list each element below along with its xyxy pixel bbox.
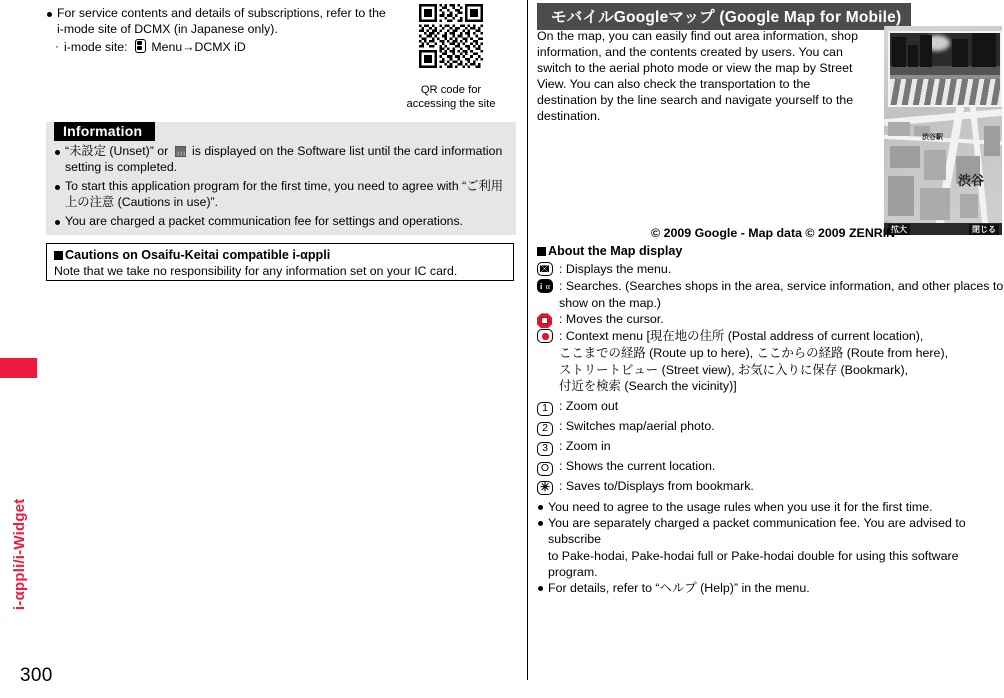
softkey-zoom-in[interactable]: 拡大 — [888, 224, 910, 235]
cautions-title: Cautions on Osaifu-Keitai compatible i-αppli — [54, 248, 506, 263]
key-star-icon: ✳ — [537, 479, 553, 495]
key-operation-row — [537, 438, 1004, 455]
key-3-icon: 3 — [537, 439, 553, 456]
note-text: You are separately charged a packet communication fee. You are advised to subscribe — [548, 516, 966, 547]
information-item-pre: “未設定 (Unset)” or — [65, 144, 169, 158]
phone-map-station-label: 渋谷駅 — [922, 134, 943, 141]
imode-arrow-icon: → — [182, 40, 195, 54]
information-item-post: is displayed on the Software list until the card information setting is completed. — [65, 144, 503, 174]
section-tab-label: i-αppli/i-Widget — [11, 498, 28, 610]
google-map-notes — [537, 499, 1004, 596]
key-operation-row — [537, 458, 1004, 475]
dcmx-intro-text: For service contents and details of subscriptions, refer to the i-mode site of DCMX (in Japanese only). — [57, 6, 386, 36]
section-tab-marker — [0, 358, 37, 378]
key-0-icon: O — [537, 459, 553, 476]
key-operation-desc: : Moves the cursor. — [559, 312, 664, 327]
cautions-text: Note that we take no responsibility for any information set on your IC card. — [54, 264, 458, 278]
street-view-inset — [888, 31, 1002, 107]
note-item — [537, 499, 1004, 515]
page-number: 300 — [20, 665, 53, 686]
key-operation-desc: : Shows the current location. — [559, 458, 716, 473]
key-operation-row — [537, 418, 1004, 435]
key-operation-continuation: ここまでの経路 (Route up to here), ここからの経路 (Route from here), — [559, 346, 949, 361]
key-operation-desc: : Zoom in — [559, 438, 611, 453]
information-item-pre: You are charged a packet communication fee for settings and operations. — [65, 214, 464, 229]
imode-menu-label: Menu — [151, 40, 183, 54]
information-item — [54, 179, 508, 210]
key-operation-desc: : Displays the menu. — [559, 262, 672, 276]
column-divider — [527, 0, 528, 680]
key-operation-desc: : Saves to/Displays from bookmark. — [559, 478, 754, 493]
note-item — [537, 580, 1004, 596]
qr-caption-line1: QR code for — [420, 84, 482, 96]
information-box — [46, 122, 516, 235]
key-operation-row — [537, 328, 1004, 345]
note-item — [537, 515, 1004, 547]
phone-softkey-bar — [884, 223, 1002, 235]
qr-code-caption — [386, 84, 516, 111]
key-1-icon: 1 — [537, 399, 553, 416]
key-operations-list — [537, 261, 1004, 495]
google-map-phone-screenshot — [884, 26, 1002, 235]
map-copyright-credit: © 2009 Google - Map data © 2009 ZENRIN — [651, 226, 896, 240]
key-operation-desc: : Context menu [現在地の住所 (Postal address of current location), — [559, 329, 924, 344]
key-operation-row — [537, 261, 1004, 278]
phone-map-background — [884, 26, 1002, 223]
qr-code-block — [406, 4, 496, 111]
street-view-crosswalk — [890, 79, 1000, 105]
note-text: For details, refer to “ヘルプ (Help)” in the menu. — [548, 581, 810, 596]
imode-menu-glyph-icon — [135, 39, 146, 53]
information-item-pre: To start this application program for the first time, you need to agree with “ご利用上の注意 (Cautions in use)”. — [65, 179, 504, 209]
dcmx-intro-bullet — [46, 6, 387, 37]
key-operation-row — [537, 478, 1004, 495]
phone-map-area-label: 渋谷 — [958, 173, 985, 188]
key-operation-row — [537, 278, 1004, 295]
key-2-icon: 2 — [537, 419, 553, 436]
note-continuation: to Pake-hodai, Pake-hodai full or Pake-hodai double for using this software program. — [548, 548, 959, 579]
imode-site-prefix: i-mode site: — [64, 40, 128, 54]
card-icon — [175, 146, 186, 157]
key-operation-continuation: ストリートビュー (Street view), お気に入りに保存 (Bookmark), — [559, 362, 909, 377]
key-operation-row — [537, 311, 1004, 328]
google-map-section-title: モバイルGoogleマップ (Google Map for Mobile) — [537, 3, 911, 30]
qr-code-icon — [419, 4, 483, 68]
softkey-close[interactable]: 閉じる — [969, 224, 999, 235]
key-operation-desc: : Zoom out — [559, 398, 619, 413]
information-item — [54, 144, 508, 175]
key-operation-desc: : Searches. (Searches shops in the area, service information, and other places to — [559, 279, 1004, 293]
key-operation-row — [537, 398, 1004, 415]
center-key-icon — [537, 329, 553, 347]
qr-caption-line2: accessing the site — [406, 97, 496, 110]
note-text: You need to agree to the usage rules when you use it for the first time. — [548, 500, 933, 514]
google-map-intro-text: On the map, you can easily find out area information, shop information, and the contents created by users. You can switch to the aerial photo mode or view the map by Street View. You can also check the transportation to the destination by the line search and navigate yourself to the destination. — [537, 29, 858, 124]
about-map-display-title: About the Map display — [537, 244, 682, 258]
key-operation-continuation: show on the map.) — [559, 296, 661, 310]
key-operation-continuation: 付近を検索 (Search the vicinity)] — [559, 379, 737, 394]
imode-target-label: DCMX iD — [194, 40, 246, 54]
key-operation-desc: : Switches map/aerial photo. — [559, 418, 715, 433]
cautions-box — [46, 243, 514, 281]
information-item — [54, 214, 508, 230]
imode-search-key-icon: i α — [537, 279, 553, 297]
information-list — [54, 144, 508, 234]
information-header: Information — [54, 122, 155, 141]
